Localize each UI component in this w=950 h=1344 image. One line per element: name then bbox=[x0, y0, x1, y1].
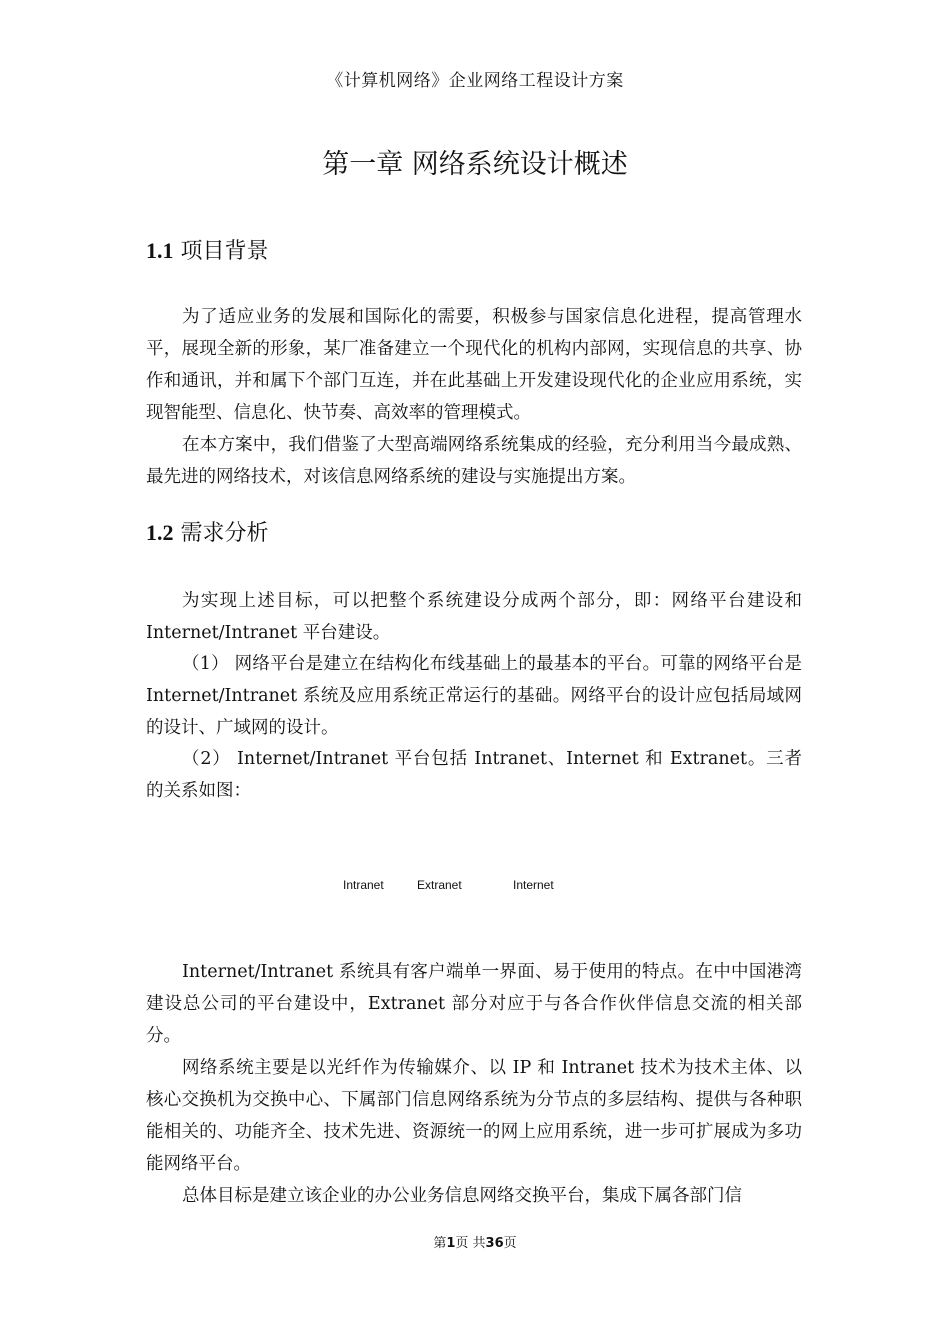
section-title: 项目背景 bbox=[180, 239, 269, 264]
footer-page-number: 1 bbox=[446, 1236, 456, 1251]
paragraph: 为实现上述目标，可以把整个系统建设分成两个部分，即：网络平台建设和 Internet/Intranet 平台建设。 bbox=[146, 591, 802, 643]
diagram-label-intranet: Intranet bbox=[343, 878, 384, 892]
paragraph: 网络系统主要是以光纤作为传输媒介、以 IP 和 Intranet 技术为技术主体、以核心交换机为交换中心、下属部门信息网络系统为分节点的多层结构、提供与各种职能相关的、功能齐全、技术先进、资源统一的网上应用系统，进一步可扩展成为多功能网络平台。 bbox=[146, 1058, 802, 1174]
network-relationship-diagram bbox=[0, 878, 950, 898]
section-number: 1.2 bbox=[146, 520, 174, 545]
paragraph: 在本方案中，我们借鉴了大型高端网络系统集成的经验，充分利用当今最成熟、最先进的网络技术，对该信息网络系统的建设与实施提出方案。 bbox=[146, 435, 802, 487]
footer-middle: 页 共 bbox=[455, 1236, 486, 1251]
footer-total-pages: 36 bbox=[485, 1236, 504, 1251]
list-item-paragraph: （1） 网络平台是建立在结构化布线基础上的最基本的平台。可靠的网络平台是 Internet/Intranet 系统及应用系统正常运行的基础。网络平台的设计应包括局域网的设计、广域网的设计。 bbox=[146, 654, 802, 738]
chapter-title: 第一章 网络系统设计概述 bbox=[322, 149, 628, 180]
list-item-paragraph: （2） Internet/Intranet 平台包括 Intranet、Internet 和 Extranet。三者的关系如图： bbox=[146, 749, 802, 801]
section-heading-1-2 bbox=[146, 516, 269, 547]
page-footer bbox=[0, 1232, 950, 1251]
diagram-label-internet: Internet bbox=[513, 878, 554, 892]
footer-suffix: 页 bbox=[503, 1236, 517, 1251]
paragraph: 总体目标是建立该企业的办公业务信息网络交换平台，集成下属各部门信 bbox=[182, 1186, 742, 1206]
paragraph: 为了适应业务的发展和国际化的需要，积极参与国家信息化进程，提高管理水平，展现全新的形象，某厂准备建立一个现代化的机构内部网，实现信息的共享、协作和通讯，并和属下个部门互连，并在此基础上开发建设现代化的企业应用系统，实现智能型、信息化、快节奏、高效率的管理模式。 bbox=[146, 307, 802, 423]
paragraph: Internet/Intranet 系统具有客户端单一界面、易于使用的特点。在中中国港湾建设总公司的平台建设中，Extranet 部分对应于与各合作伙伴信息交流的相关部分。 bbox=[146, 962, 802, 1046]
running-header: 《计算机网络》企业网络工程设计方案 bbox=[326, 71, 624, 91]
section-heading-1-1 bbox=[146, 234, 269, 265]
footer-prefix: 第 bbox=[433, 1236, 447, 1251]
section-title: 需求分析 bbox=[180, 521, 269, 546]
section-number: 1.1 bbox=[146, 238, 174, 263]
diagram-label-extranet: Extranet bbox=[417, 878, 462, 892]
